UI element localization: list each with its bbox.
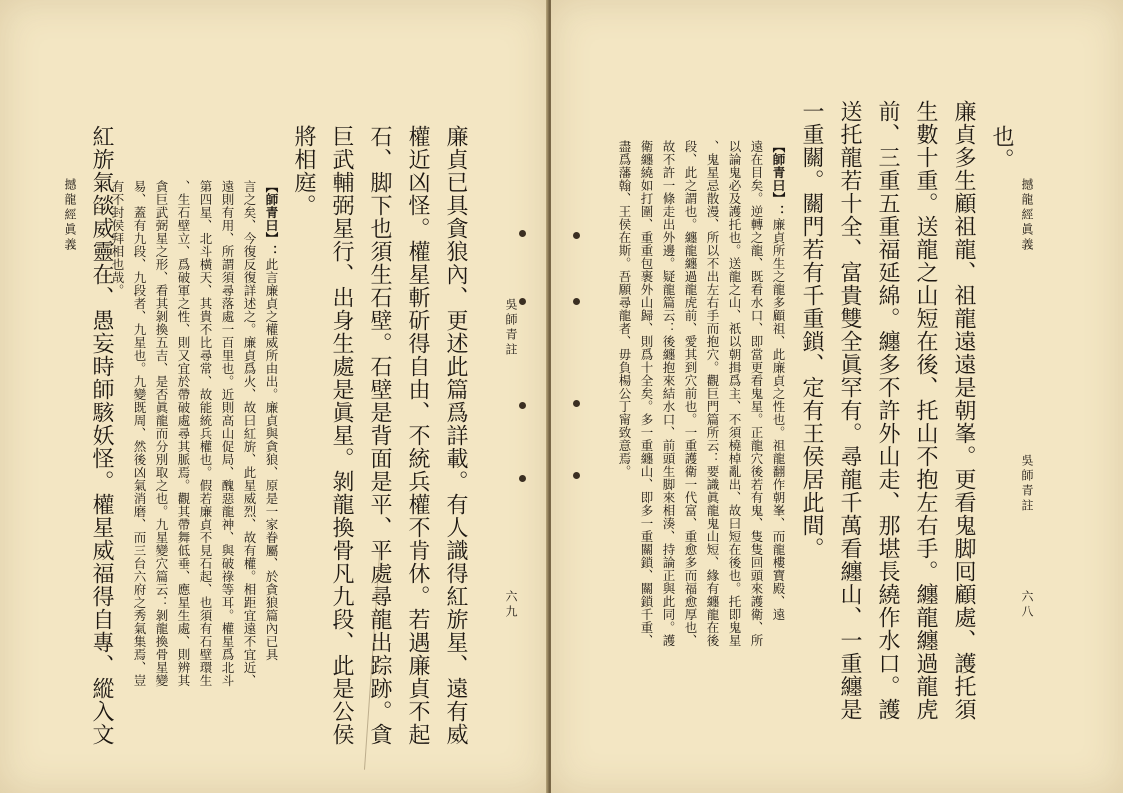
left-page-number: 六九: [504, 590, 518, 620]
right-column-1: 也。: [989, 125, 1014, 171]
commentary-tag: 【師青曰】：: [771, 140, 786, 218]
left-commentary-4: 第四星、北斗橫天、其貴不比尋常、故能統兵權也。假若廉貞不見石起、也須有石壁環生: [198, 180, 213, 687]
right-column-2: 廉貞多生顧祖龍、祖龍遠遠是朝峯。更看鬼脚囘顧處、護托須: [951, 100, 976, 721]
left-column-3: 石、脚下也須生石壁。石壁是背面是平、平處尋龍出踪跡。貪: [367, 125, 392, 746]
right-commentary-6: 故不許一條走出外邊。疑龍篇云：後纏抱來結水口、前頭生脚來相湊、持論正與此同。護: [661, 140, 676, 647]
right-page-header-author: 吳師青註: [1020, 454, 1034, 514]
binding-hole: [573, 472, 580, 479]
left-page-header-author: 吳師青註: [504, 298, 518, 358]
commentary-tag: 【師青曰】：: [264, 180, 279, 258]
right-commentary-8: 盡爲藩翰、王侯在斯。吾願尋龍者、毋負楊公丁甯致意焉。: [617, 140, 632, 478]
left-commentary-3: 遠則有用、所謂須尋落處一百里也。近則高山促局、醜惡龍神、與破祿等耳。權星爲北斗: [220, 180, 235, 687]
binding-hole: [573, 400, 580, 407]
left-commentary-1: 【師青曰】：此言廉貞之權威所由出。廉貞與貪狼、原是一家眷屬、於貪狼篇內已具: [264, 180, 279, 661]
left-column-6: 紅旂氣燄威靈在、愚妄時師駭妖怪。權星威福得自專、縱入文: [89, 125, 114, 746]
right-commentary-5: 段、此之謂也。纏龍纏過龍虎前、愛其到穴前也。一重護衛一代富、重愈多而福愈厚也、: [683, 140, 698, 647]
right-commentary-3: 以論鬼必及護托也。送龍之山、祇以朝揖爲主、不須橈棹亂出、故曰短在後也。托即鬼星: [727, 140, 742, 647]
binding-hole: [573, 298, 580, 305]
left-column-2: 權近凶怪。權星斬斫得自由、不統兵權不肯休。若遇廉貞不起: [405, 125, 430, 746]
left-commentary-2: 言之矣、今復反復詳述之。廉貞爲火、故曰紅旂、此星威烈、故有權。相距宜遠不宜近、: [242, 180, 257, 687]
right-page-number: 六八: [1020, 590, 1034, 620]
binding-hole: [519, 298, 526, 305]
binding-hole: [519, 402, 526, 409]
right-column-6: 一重關。關門若有千重鎖、定有王侯居此間。: [799, 100, 824, 560]
left-commentary-7: 易、蓋有九段、九段者、九星也。九變既周、然後凶氣消磨、而三台六府之秀氣集焉、豈: [132, 180, 147, 687]
right-page: [551, 0, 1123, 793]
right-commentary-7: 衛纏繞如打圍、重重包裹外山歸、則爲十全矣。多一重纏山、即多一重關鎖、關鎖千重、: [639, 140, 654, 647]
right-commentary-4: 、鬼星忌散漫、所以不出左右手而抱穴。觀巨門篇所云：要識眞龍鬼山短、緣有纏龍在後: [705, 140, 720, 647]
right-column-3: 生數十重。送龍之山短在後、托山不抱左右手。纏龍纏過龍虎: [913, 100, 938, 721]
left-commentary-8: 有不封侯拜相也哉。: [110, 180, 125, 297]
left-column-1: 廉貞已具貪狼內、更述此篇爲詳載。有人識得紅旂星、遠有威: [443, 125, 468, 746]
right-column-5: 送托龍若十全、富貴雙全眞罕有。尋龍千萬看纏山、一重纏是: [837, 100, 862, 721]
right-page-header-title: 撼龍經眞義: [1020, 178, 1034, 253]
binding-hole: [519, 230, 526, 237]
right-column-4: 前、三重五重福延綿。纏多不許外山走、那堪長繞作水口。護: [875, 100, 900, 721]
left-column-4: 巨武輔弼星行、出身生處是眞星。剝龍換骨凡九段、此是公侯: [329, 125, 354, 746]
binding-hole: [573, 232, 580, 239]
left-commentary-6: 貪巨武弼星之形、看其剝換五吉、是否眞龍而分別取之也。九星變穴篇云：剝龍換骨星變: [154, 180, 169, 687]
binding-hole: [519, 475, 526, 482]
left-column-5: 將相庭。: [291, 125, 316, 217]
left-page: [0, 0, 548, 793]
right-commentary-1: 【師青曰】：廉貞所生之龍多顧祖、此廉貞之性也。祖龍翻作朝峯、而龍樓寶殿、遠: [771, 140, 786, 621]
left-page-header-title: 撼龍經眞義: [63, 178, 77, 253]
left-commentary-5: 、生石壁立、爲破軍之性、則又宜於帶破處尋其脈焉。觀其帶舞低垂、應星生處、則辨其: [176, 180, 191, 687]
right-commentary-2: 遠在目矣。逆轉之龍、既看水口、即當更看鬼星。正龍穴後若有鬼、隻隻回頭來護衛、所: [749, 140, 764, 647]
